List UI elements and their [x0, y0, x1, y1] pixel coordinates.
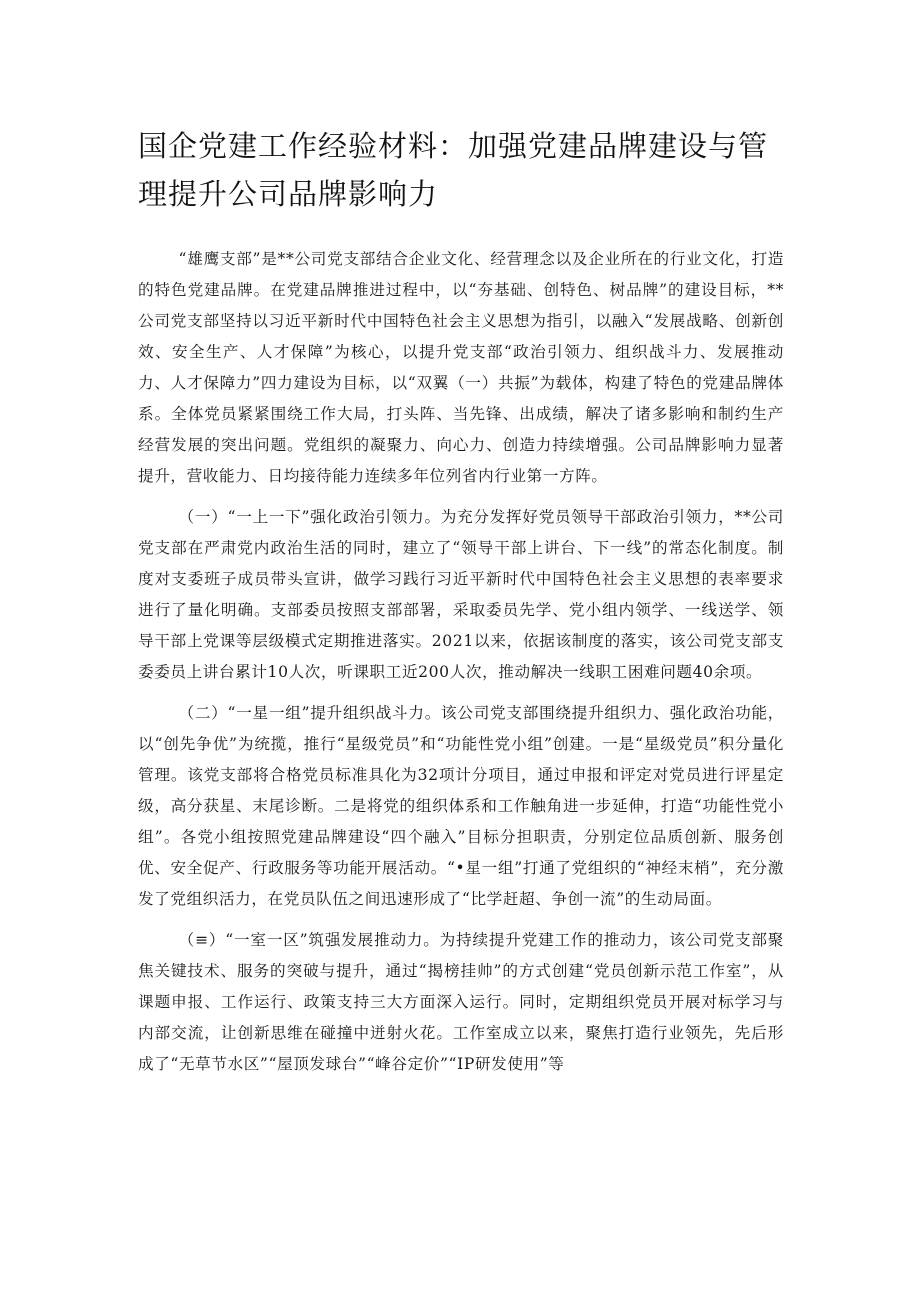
section-two-paragraph: （二）“一星一组”提升组织战斗力。该公司党支部围绕提升组织力、强化政治功能，以“创先争优”为统揽，推行“星级党员”和“功能性党小组”创建。一是“星级党员”积分量化管理。该党支部将合格党员标准具化为32项计分项目，通过申报和评定对党员进行评星定级，高分获星、末尾诊断。二是将党的组织体系和工作触角进一步延伸，打造“功能性党小组”。各党小组按照党建品牌建设“四个融入”目标分担职责，分别定位品质创新、服务创优、安全促产、行政服务等功能开展活动。“•星一组”打通了党组织的“神经末梢”，充分激发了党组织活力，在党员队伍之间迅速形成了“比学赶超、争创一流”的生动局面。: [138, 704, 784, 908]
document-title: 国企党建工作经验材料：加强党建品牌建设与管理提升公司品牌影响力: [138, 129, 769, 211]
document-body: [138, 244, 784, 1080]
document-page: [138, 122, 784, 1090]
intro-paragraph: “雄鹰支部”是**公司党支部结合企业文化、经营理念以及企业所在的行业文化，打造的特色党建品牌。在党建品牌推进过程中，以“夯基础、创特色、树品牌”的建设目标，**公司党支部坚持以习近平新时代中国特色社会主义思想为指引，以融入“发展战略、创新创效、安全生产、人才保障”为核心，以提升党支部“政治引领力、组织战斗力、发展推动力、人才保障力”四力建设为目标，以“双翼（一）共振”为载体，构建了特色的党建品牌体系。全体党员紧紧围绕工作大局，打头阵、当先锋、出成绩，解决了诸多影响和制约生产经营发展的突出问题。党组织的凝聚力、向心力、创造力持续增强。公司品牌影响力显著提升，营收能力、日均接待能力连续多年位列省内行业第一方阵。: [138, 250, 784, 485]
section-one-paragraph: （一）“一上一下”强化政治引领力。为充分发挥好党员领导干部政治引领力，**公司党支部在严肃党内政治生活的同时，建立了“领导干部上讲台、下一线”的常态化制度。制度对支委班子成员带头宣讲，做学习践行习近平新时代中国特色社会主义思想的表率要求进行了量化明确。支部委员按照支部部署，采取委员先学、党小组内领学、一线送学、领导干部上党课等层级模式定期推进落实。2021以来，依据该制度的落实，该公司党支部支委委员上讲台累计10人次，听课职工近200人次，推动解决一线职工困难问题40余项。: [138, 508, 784, 681]
section-three-paragraph: （≡）“一室一区”筑强发展推动力。为持续提升党建工作的推动力，该公司党支部聚焦关键技术、服务的突破与提升，通过“揭榜挂帅”的方式创建“党员创新示范工作室”，从课题申报、工作运行、政策支持三大方面深入运行。同时，定期组织党员开展对标学习与内部交流，让创新思维在碰撞中迸射火花。工作室成立以来，聚焦打造行业领先，先后形成了“无草节水区”“屋顶发球台”“峰谷定价”“IP研发使用”等: [138, 931, 784, 1073]
